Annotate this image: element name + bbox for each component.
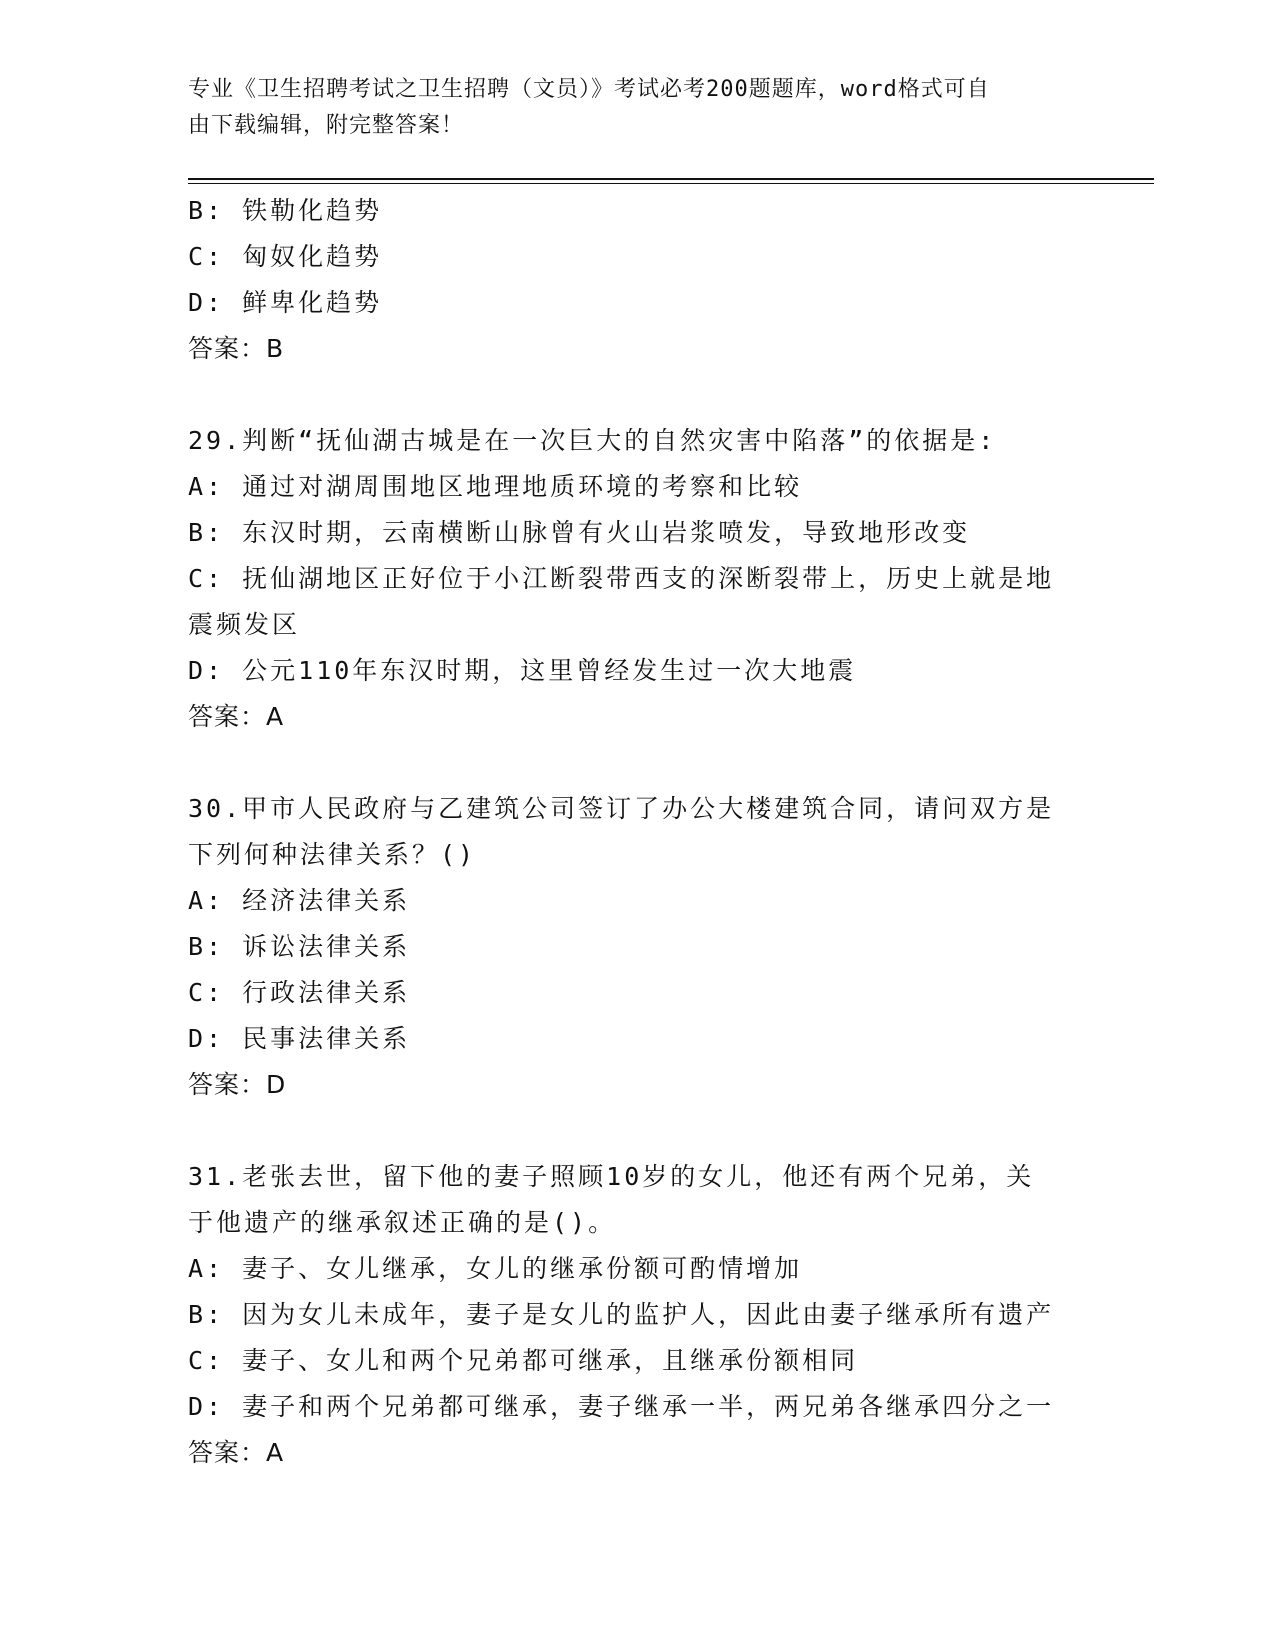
answer: 答案：A bbox=[188, 1438, 285, 1467]
option-d: D: 妻子和两个兄弟都可继承，妻子继承一半，两兄弟各继承四分之一 bbox=[188, 1392, 1055, 1421]
header-line-2: 由下载编辑，附完整答案！ bbox=[188, 113, 465, 138]
question-30 bbox=[188, 786, 1088, 1108]
option-c: C: 抚仙湖地区正好位于小江断裂带西支的深断裂带上，历史上就是地 bbox=[188, 564, 1055, 593]
question-29 bbox=[188, 418, 1088, 740]
answer: 答案：B bbox=[188, 334, 285, 363]
question-text: 30.甲市人民政府与乙建筑公司签订了办公大楼建筑合同，请问双方是 bbox=[188, 794, 1055, 823]
option-c: C: 行政法律关系 bbox=[188, 978, 411, 1007]
header-divider-thick bbox=[188, 178, 1154, 180]
option-c-continued: 震频发区 bbox=[188, 610, 301, 639]
option-b: B: 铁勒化趋势 bbox=[188, 196, 383, 225]
option-b: B: 因为女儿未成年，妻子是女儿的监护人，因此由妻子继承所有遗产 bbox=[188, 1300, 1055, 1329]
question-text-continued: 下列何种法律关系？() bbox=[188, 840, 477, 869]
header-line-1: 专业《卫生招聘考试之卫生招聘（文员）》考试必考200题题库，word格式可自 bbox=[188, 77, 990, 102]
option-d: D: 民事法律关系 bbox=[188, 1024, 411, 1053]
answer: 答案：D bbox=[188, 1070, 287, 1099]
option-c: C: 妻子、女儿和两个兄弟都可继承，且继承份额相同 bbox=[188, 1346, 859, 1375]
question-text: 31.老张去世，留下他的妻子照顾10岁的女儿，他还有两个兄弟，关 bbox=[188, 1162, 1035, 1191]
header-divider-thin bbox=[188, 183, 1154, 184]
answer: 答案：A bbox=[188, 702, 285, 731]
option-c: C: 匈奴化趋势 bbox=[188, 242, 383, 271]
option-d: D: 公元110年东汉时期，这里曾经发生过一次大地震 bbox=[188, 656, 857, 685]
option-a: A: 通过对湖周围地区地理地质环境的考察和比较 bbox=[188, 472, 803, 501]
option-a: A: 妻子、女儿继承，女儿的继承份额可酌情增加 bbox=[188, 1254, 803, 1283]
question-31 bbox=[188, 1154, 1088, 1476]
option-b: B: 诉讼法律关系 bbox=[188, 932, 411, 961]
option-b: B: 东汉时期，云南横断山脉曾有火山岩浆喷发，导致地形改变 bbox=[188, 518, 971, 547]
question-prev bbox=[188, 188, 1088, 372]
option-a: A: 经济法律关系 bbox=[188, 886, 411, 915]
question-text: 29.判断“抚仙湖古城是在一次巨大的自然灾害中陷落”的依据是: bbox=[188, 426, 997, 455]
question-list bbox=[188, 188, 1088, 1476]
document-header bbox=[188, 72, 1068, 144]
option-d: D: 鲜卑化趋势 bbox=[188, 288, 383, 317]
question-text-continued: 于他遗产的继承叙述正确的是()。 bbox=[188, 1208, 617, 1237]
